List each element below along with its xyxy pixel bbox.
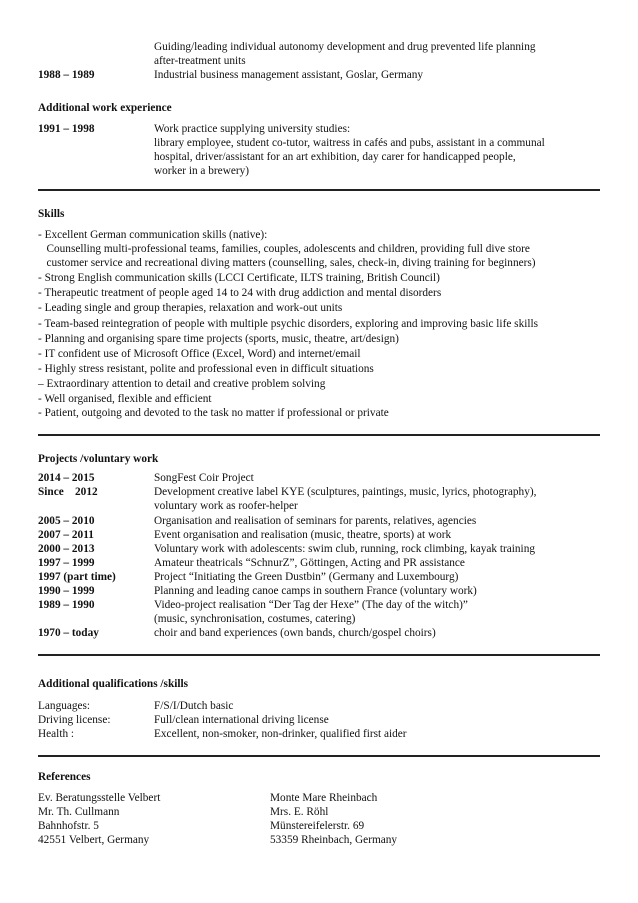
qualification-text: F/S/I/Dutch basic	[154, 700, 234, 712]
project-date: 1990 – 1999	[38, 585, 95, 597]
project-date: 1997 – 1999	[38, 557, 95, 569]
project-date: 1989 – 1990	[38, 599, 95, 611]
project-date: 2014 – 2015	[38, 472, 95, 484]
skill-item: - Leading single and group therapies, relaxation and work-out units	[38, 302, 343, 314]
intro-entry-text: Industrial business management assistant, Goslar, Germany	[154, 69, 424, 81]
intro-text-2: after-treatment units	[154, 55, 246, 67]
work-line: hospital, driver/assistant for an art exhibition, day carer for handicapped people,	[154, 151, 516, 163]
reference-left-line: 42551 Velbert, Germany	[38, 834, 150, 846]
reference-right-line: Münstereifelerstr. 69	[270, 820, 365, 832]
work-date: 1991 – 1998	[38, 123, 95, 135]
project-date: Since 2012	[38, 486, 98, 498]
project-text: (music, synchronisation, costumes, catering)	[154, 613, 356, 625]
skill-item: - Highly stress resistant, polite and professional even in difficult situations	[38, 363, 374, 375]
project-text: Development creative label KYE (sculptures, paintings, music, lyrics, photography),	[154, 486, 537, 498]
section-heading-projects: Projects /voluntary work	[38, 453, 159, 465]
section-divider	[38, 434, 600, 436]
section-heading-references: References	[38, 771, 91, 783]
reference-left-line: Mr. Th. Cullmann	[38, 806, 120, 818]
work-line: library employee, student co-tutor, waitress in cafés and pubs, assistant in a communal	[154, 137, 545, 149]
project-date: 1997 (part time)	[38, 571, 116, 583]
skill-item: - IT confident use of Microsoft Office (Excel, Word) and internet/email	[38, 348, 361, 360]
work-line: worker in a brewery)	[154, 165, 250, 177]
skill-item: - Excellent German communication skills (native):	[38, 229, 268, 241]
qualification-text: Full/clean international driving license	[154, 714, 329, 726]
section-divider	[38, 189, 600, 191]
project-date: 2000 – 2013	[38, 543, 95, 555]
project-text: Project “Initiating the Green Dustbin” (Germany and Luxembourg)	[154, 571, 459, 583]
intro-date: 1988 – 1989	[38, 69, 95, 81]
qualification-label: Languages:	[38, 700, 91, 712]
section-heading-skills: Skills	[38, 208, 65, 220]
project-text: Video-project realisation “Der Tag der Hexe” (The day of the witch)”	[154, 599, 468, 611]
skill-item: – Extraordinary attention to detail and creative problem solving	[38, 378, 326, 390]
reference-left-line: Bahnhofstr. 5	[38, 820, 99, 832]
project-date: 2005 – 2010	[38, 515, 95, 527]
skill-item: Counselling multi-professional teams, families, couples, adolescents and children, providing full dive store	[38, 243, 530, 255]
intro-text-1: Guiding/leading individual autonomy development and drug prevented life planning	[154, 41, 536, 53]
section-divider	[38, 654, 600, 656]
reference-right-line: 53359 Rheinbach, Germany	[270, 834, 398, 846]
skill-item: customer service and recreational diving matters (counselling, sales, check-in, diving training for beginners)	[38, 257, 536, 269]
skill-item: - Well organised, flexible and efficient	[38, 393, 212, 405]
skill-item: - Strong English communication skills (LCCI Certificate, ILTS training, British Council)	[38, 272, 440, 284]
skill-item: - Planning and organising spare time projects (sports, music, theatre, art/design)	[38, 333, 399, 345]
reference-right-line: Mrs. E. Röhl	[270, 806, 329, 818]
section-heading-additional-work: Additional work experience	[38, 102, 172, 114]
project-text: Planning and leading canoe camps in southern France (voluntary work)	[154, 585, 477, 597]
project-text: Amateur theatricals “SchnurZ”, Göttingen, Acting and PR assistance	[154, 557, 465, 569]
qualification-text: Excellent, non-smoker, non-drinker, qualified first aider	[154, 728, 407, 740]
qualification-label: Health :	[38, 728, 75, 740]
section-heading-qualifications: Additional qualifications /skills	[38, 678, 189, 690]
skill-item: - Therapeutic treatment of people aged 14 to 24 with drug addiction and mental disorders	[38, 287, 442, 299]
work-line: Work practice supplying university studies:	[154, 123, 351, 135]
section-divider	[38, 755, 600, 757]
project-text: choir and band experiences (own bands, church/gospel choirs)	[154, 627, 436, 639]
project-date: 2007 – 2011	[38, 529, 94, 541]
project-text: voluntary work as roofer-helper	[154, 500, 298, 512]
project-text: Organisation and realisation of seminars for parents, relatives, agencies	[154, 515, 477, 527]
project-text: Voluntary work with adolescents: swim club, running, rock climbing, kayak training	[154, 543, 535, 555]
project-text: Event organisation and realisation (music, theatre, sports) at work	[154, 529, 452, 541]
reference-left-line: Ev. Beratungsstelle Velbert	[38, 792, 161, 804]
reference-right-line: Monte Mare Rheinbach	[270, 792, 378, 804]
skill-item: - Team-based reintegration of people with multiple psychic disorders, exploring and improving basic life skills	[38, 318, 539, 330]
project-date: 1970 – today	[38, 627, 99, 639]
qualification-label: Driving license:	[38, 714, 111, 726]
project-text: SongFest Coir Project	[154, 472, 254, 484]
skill-item: - Patient, outgoing and devoted to the task no matter if professional or private	[38, 407, 389, 419]
